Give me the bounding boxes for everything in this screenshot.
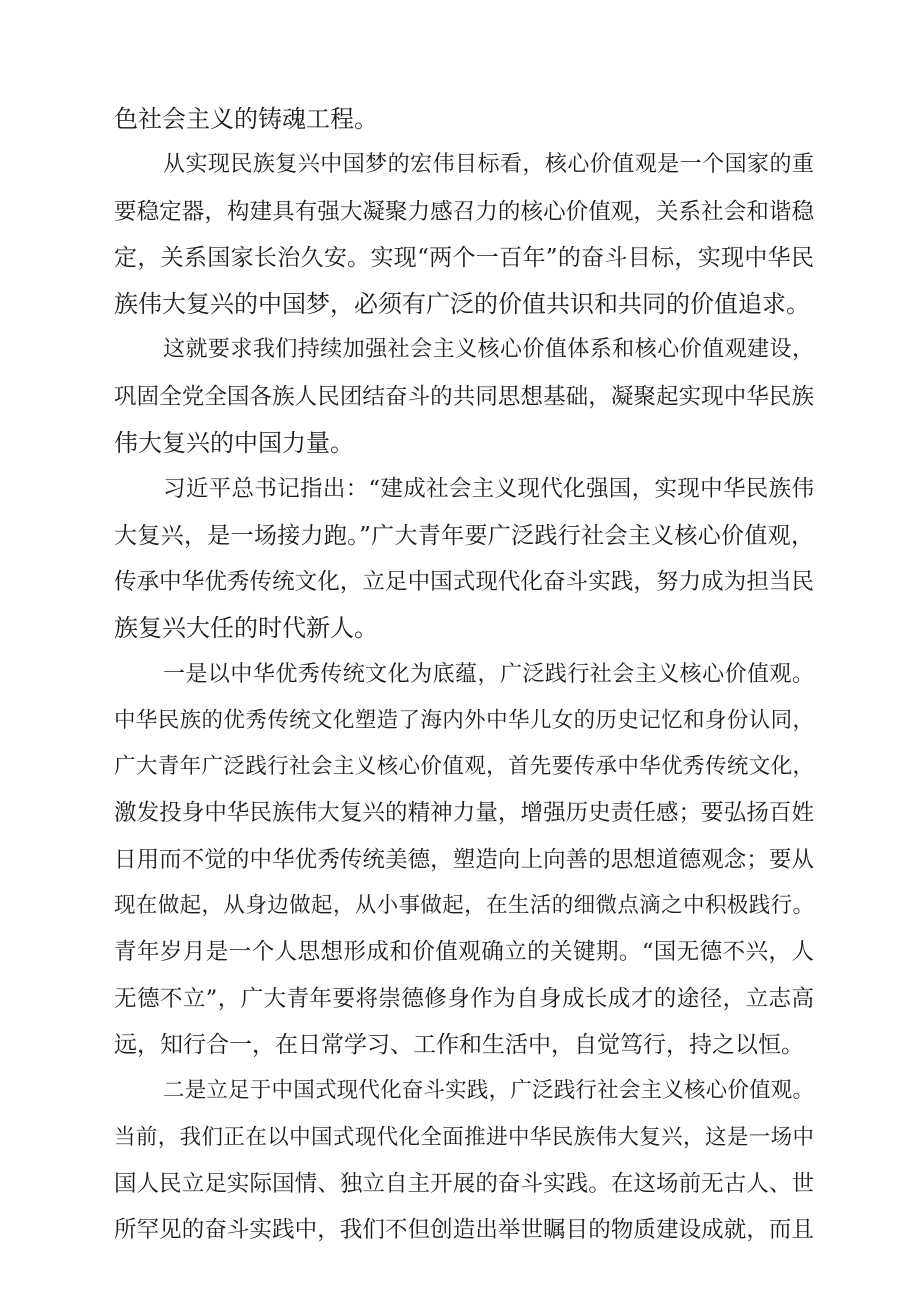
paragraph-line: 传承中华优秀传统文化，立足中国式现代化奋斗实践，努力成为担当民: [114, 568, 814, 595]
paragraph-line: 族复兴大任的时代新人。: [114, 614, 378, 643]
paragraph-line: 族伟大复兴的中国梦，必须有广泛的价值共识和共同的价值追求。: [114, 290, 810, 319]
paragraph-line: 巩固全党全国各族人民团结奋斗的共同思想基础，凝聚起实现中华民族: [114, 383, 814, 410]
paragraph-line: 广大青年广泛践行社会主义核心价值观，首先要传承中华优秀传统文化，: [114, 754, 814, 780]
paragraph-line: 伟大复兴的中国力量。: [114, 429, 354, 458]
paragraph-line: 日用而不觉的中华优秀传统美德，塑造向上向善的思想道德观念；要从: [114, 846, 814, 873]
paragraph-line: 当前，我们正在以中国式现代化全面推进中华民族伟大复兴，这是一场中: [114, 1124, 814, 1150]
paragraph-line: 青年岁月是一个人思想形成和价值观确立的关键期。“国无德不兴，人: [114, 939, 814, 966]
paragraph-line: 大复兴，是一场接力跑。”广大青年要广泛践行社会主义核心价值观，: [114, 522, 814, 549]
paragraph-line: 定，关系国家长治久安。实现“两个一百年”的奋斗目标，实现中华民: [114, 244, 814, 271]
paragraph-line: 色社会主义的铸魂工程。: [114, 105, 378, 133]
paragraph-line: 现在做起，从身边做起，从小事做起，在生活的细微点滴之中积极践行。: [114, 893, 814, 919]
paragraph-first-line: 一是以中华优秀传统文化为底蕴，广泛践行社会主义核心价值观。: [163, 661, 814, 687]
document-body: [114, 96, 814, 1253]
paragraph-first-line: 从实现民族复兴中国梦的宏伟目标看，核心价值观是一个国家的重: [163, 152, 814, 178]
paragraph-line: 要稳定器，构建具有强大凝聚力感召力的核心价值观，关系社会和谐稳: [114, 198, 814, 225]
paragraph-line: 激发投身中华民族伟大复兴的精神力量，增强历史责任感；要弘扬百姓: [114, 800, 814, 827]
paragraph-first-line: 习近平总书记指出：“建成社会主义现代化强国，实现中华民族伟: [163, 476, 814, 503]
paragraph-line: 中华民族的优秀传统文化塑造了海内外中华儿女的历史记忆和身份认同，: [114, 707, 814, 733]
paragraph-first-line: 这就要求我们持续加强社会主义核心价值体系和核心价值观建设，: [163, 337, 814, 363]
paragraph-line: 国人民立足实际国情、独立自主开展的奋斗实践。在这场前无古人、世: [114, 1170, 814, 1197]
paragraph-line: 所罕见的奋斗实践中，我们不但创造出举世瞩目的物质建设成就，而且: [114, 1217, 814, 1244]
paragraph-line: 无德不立”，广大青年要将崇德修身作为自身成长成才的途径，立志高: [114, 985, 814, 1012]
paragraph-line: 远，知行合一，在日常学习、工作和生活中，自觉笃行，持之以恒。: [114, 1031, 804, 1058]
paragraph-first-line: 二是立足于中国式现代化奋斗实践，广泛践行社会主义核心价值观。: [163, 1078, 814, 1104]
